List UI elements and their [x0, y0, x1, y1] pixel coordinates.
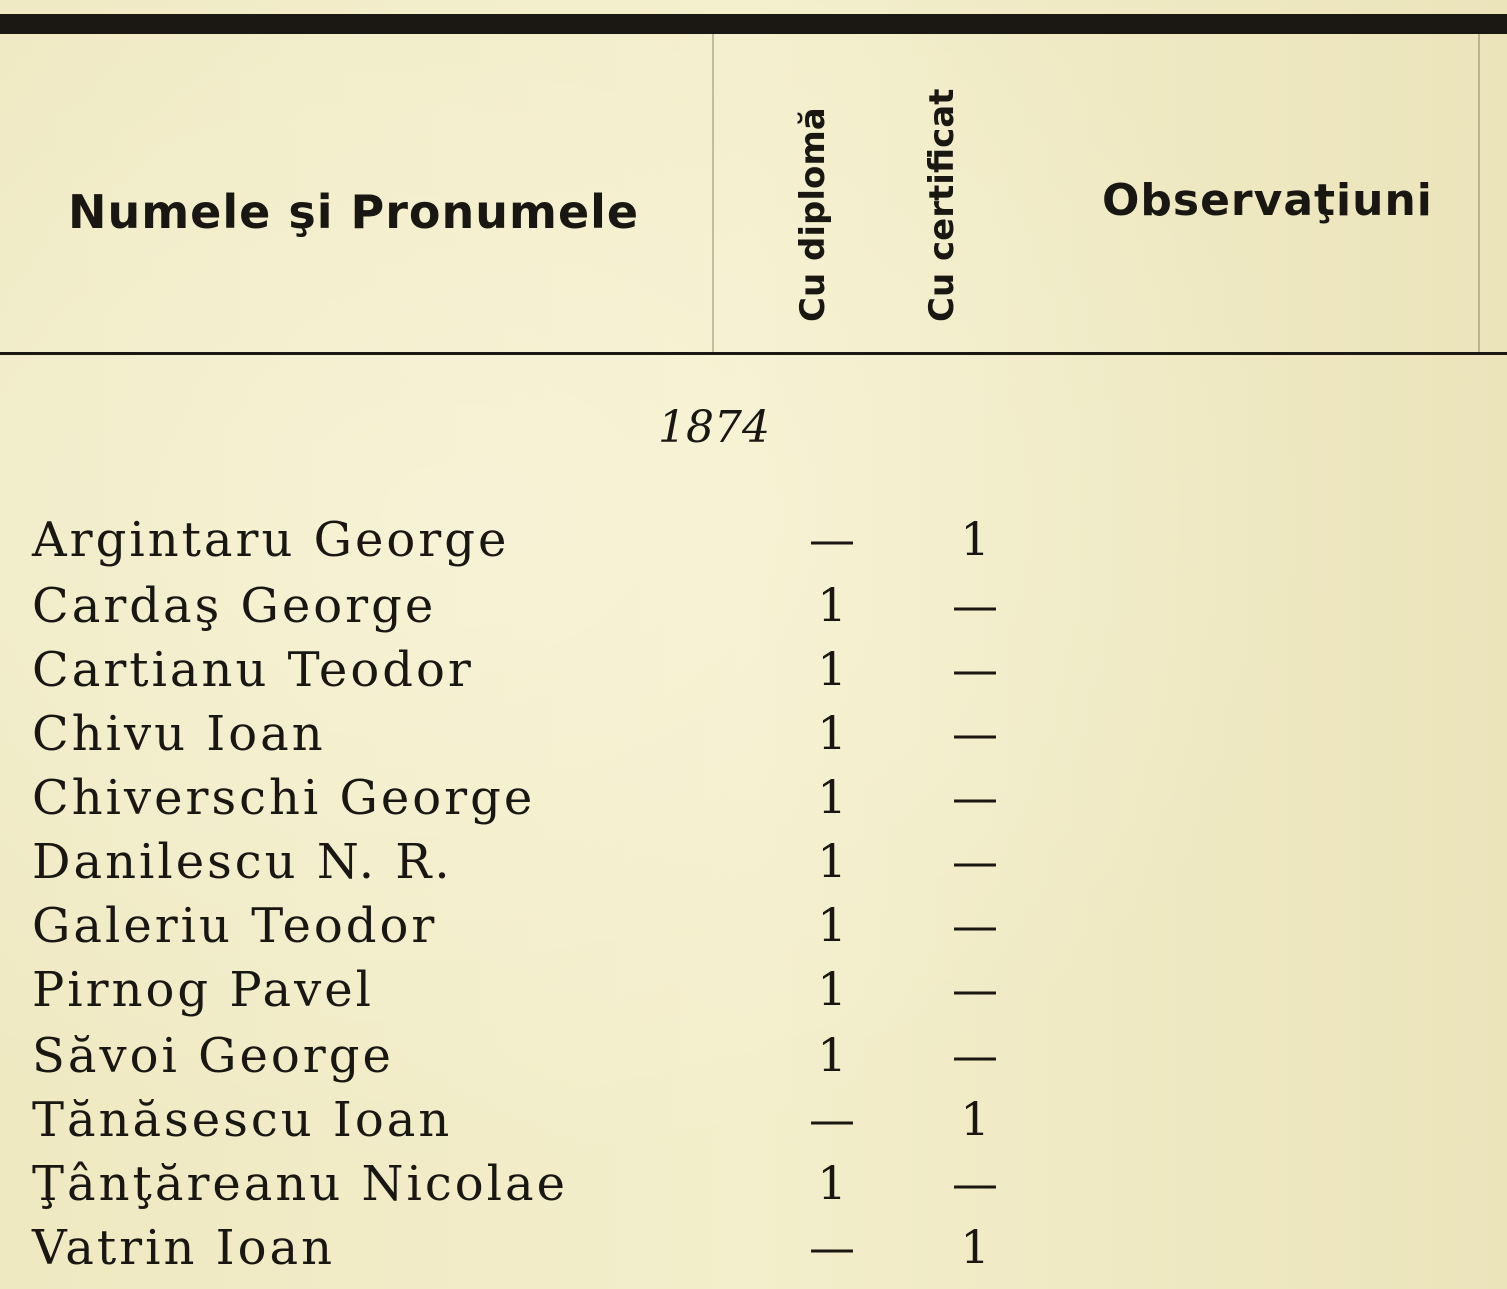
row-diploma: —	[809, 1220, 855, 1274]
table-row	[0, 898, 1507, 962]
table-row	[0, 1092, 1507, 1156]
header-observations-column: Observaţiuni	[1102, 175, 1433, 226]
row-name: Chivu Ioan	[32, 706, 326, 762]
table-row	[0, 1220, 1507, 1284]
row-name: Cartianu Teodor	[32, 642, 474, 698]
row-diploma: 1	[817, 578, 847, 632]
row-certificate: —	[952, 770, 998, 824]
row-name: Argintaru George	[32, 512, 510, 568]
table-row	[0, 834, 1507, 898]
row-diploma: 1	[817, 642, 847, 696]
row-diploma: —	[809, 1092, 855, 1146]
row-diploma: 1	[817, 770, 847, 824]
row-certificate: 1	[960, 512, 990, 566]
row-certificate: —	[952, 1156, 998, 1210]
row-name: Vatrin Ioan	[32, 1220, 336, 1276]
row-diploma: 1	[817, 1156, 847, 1210]
row-name: Cardaş George	[32, 578, 437, 634]
column-divider	[712, 34, 714, 352]
row-name: Pirnog Pavel	[32, 962, 375, 1018]
top-rule	[0, 14, 1507, 34]
table-row	[0, 642, 1507, 706]
row-diploma: 1	[817, 1028, 847, 1082]
header-diploma-column: Cu diplomă	[793, 107, 833, 322]
row-certificate: —	[952, 962, 998, 1016]
row-name: Ţânţăreanu Nicolae	[32, 1156, 569, 1212]
row-name: Danilescu N. R.	[32, 834, 453, 890]
row-name: Galeriu Teodor	[32, 898, 438, 954]
table-row	[0, 706, 1507, 770]
row-diploma: 1	[817, 706, 847, 760]
table-row	[0, 770, 1507, 834]
row-certificate: —	[952, 642, 998, 696]
table-row	[0, 1028, 1507, 1092]
row-certificate: —	[952, 898, 998, 952]
row-certificate: 1	[960, 1092, 990, 1146]
table-row	[0, 578, 1507, 642]
row-diploma: 1	[817, 898, 847, 952]
header-name-column: Numele şi Pronumele	[68, 185, 640, 239]
row-certificate: —	[952, 706, 998, 760]
row-certificate: —	[952, 1028, 998, 1082]
header-rule	[0, 352, 1507, 355]
year-heading: 1874	[658, 402, 770, 453]
row-name: Tănăsescu Ioan	[32, 1092, 453, 1148]
row-certificate: —	[952, 578, 998, 632]
column-divider	[1478, 34, 1480, 352]
row-name: Săvoi George	[32, 1028, 394, 1084]
table-row	[0, 512, 1507, 576]
row-name: Chiverschi George	[32, 770, 536, 826]
row-diploma: 1	[817, 834, 847, 888]
row-diploma: —	[809, 512, 855, 566]
header-certificate-column: Cu certificat	[922, 88, 962, 322]
row-certificate: —	[952, 834, 998, 888]
row-diploma: 1	[817, 962, 847, 1016]
row-certificate: 1	[960, 1220, 990, 1274]
table-row	[0, 962, 1507, 1026]
table-row	[0, 1156, 1507, 1220]
